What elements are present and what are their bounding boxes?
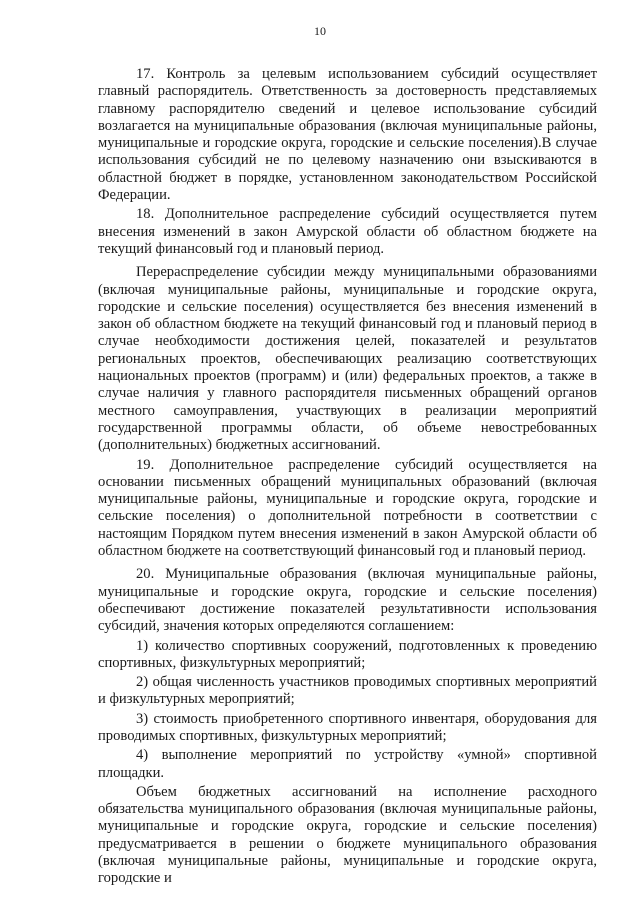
paragraph-18: 18. Дополнительное распределение субсидий осуществляется путем внесения изменений в закон Амурской области об областном бюджете на текущий финансовый год и плановый период. bbox=[98, 206, 597, 257]
paragraph-19: 19. Дополнительное распределение субсидий осуществляется на основании письменных обращений муниципальных образований (включая муниципальные районы, муниципальные и городские округа, городские и сельские поселения) о дополнительной потребности в соответствии с настоящим Порядком путем внесения изменений в закон Амурской области об областном бюджете на соответствующий финансовый год и плановый период. bbox=[98, 456, 597, 560]
paragraph-17: 17. Контроль за целевым использованием субсидий осуществляет главный распорядитель. Ответственность за достоверность представляемых главному распорядителю сведений и целевое использование субсидий возлагается на муниципальные образования (включая муниципальные районы, муниципальные и городские округа, городские и сельские поселения).В случае использования субсидий не по целевому назначению они взыскиваются в областной бюджет в порядке, установленном законодательством Российской Федерации. bbox=[98, 66, 597, 204]
paragraph-20: 20. Муниципальные образования (включая муниципальные районы, муниципальные и городские округа, городские и сельские поселения) обеспечивают достижение показателей результативности использования субсидий, значения которых определяются соглашением: bbox=[98, 566, 597, 635]
page-number: 10 bbox=[314, 24, 326, 38]
list-item-4: 4) выполнение мероприятий по устройству «умной» спортивной площадки. bbox=[98, 747, 597, 781]
list-item-1: 1) количество спортивных сооружений, подготовленных к проведению спортивных, физкультурных мероприятий; bbox=[98, 637, 597, 671]
document-body bbox=[98, 66, 597, 890]
list-item-3: 3) стоимость приобретенного спортивного инвентаря, оборудования для проводимых спортивных, физкультурных мероприятий; bbox=[98, 710, 597, 744]
paragraph-budget-allocation: Объем бюджетных ассигнований на исполнение расходного обязательства муниципального образования (включая муниципальные районы, муниципальные и городские округа, городские и сельские поселения) предусматривается в решении о бюджете муниципального образования (включая муниципальные районы, муниципальные и городские округа, городские и bbox=[98, 783, 597, 887]
list-item-2: 2) общая численность участников проводимых спортивных мероприятий и физкультурных мероприятий; bbox=[98, 674, 597, 708]
paragraph-redistribution: Перераспределение субсидии между муниципальными образованиями (включая муниципальные районы, муниципальные и городские округа, городские и сельские поселения) осуществляется без внесения изменений в закон об областном бюджете на текущий финансовый год и плановый период в случае необходимости достижения целей, показателей и результатов региональных проектов, обеспечивающих реализацию соответствующих национальных проектов (программ) и (или) федеральных проектов, а также в случае наличия у главного распорядителя письменных обращений органов местного самоуправления, участвующих в реализации мероприятий государственной программы области, об объеме невостребованных (дополнительных) бюджетных ассигнований. bbox=[98, 264, 597, 454]
